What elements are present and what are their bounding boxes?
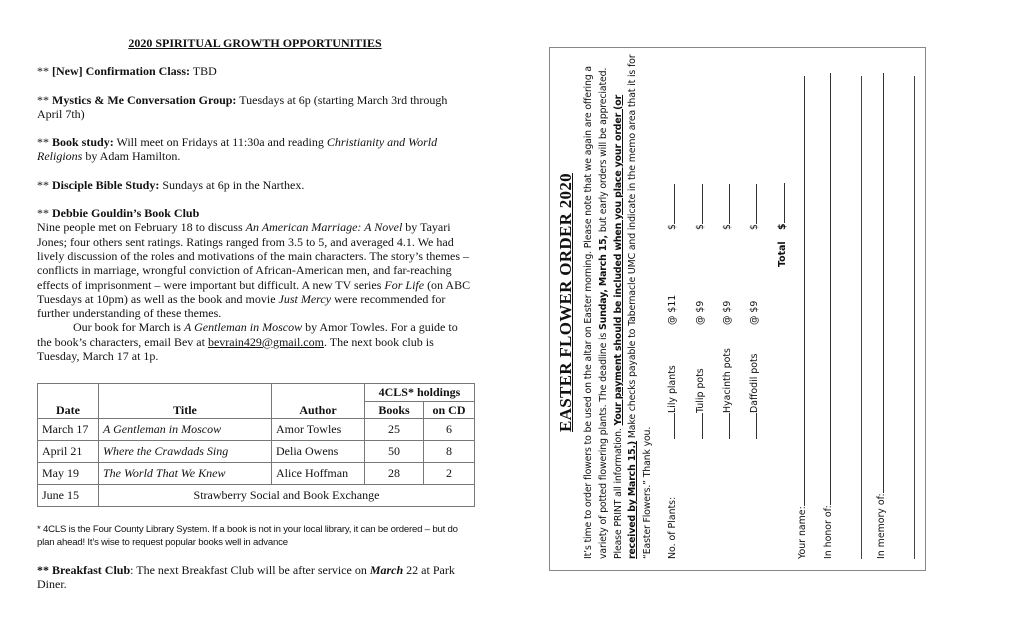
- item-text: by Adam Hamilton.: [82, 149, 181, 164]
- rotated-form-content: [550, 48, 926, 571]
- month-text: March: [369, 562, 404, 577]
- spiritual-growth-column: [37, 36, 473, 606]
- table-header-row: [38, 384, 475, 401]
- cell-date: June 15: [38, 484, 99, 506]
- bullet-prefix: **: [37, 64, 52, 79]
- lily-qty-field[interactable]: [673, 413, 675, 439]
- disciple-bible-item: [37, 178, 473, 192]
- item-label: Mystics & Me Conversation Group:: [52, 92, 237, 107]
- page-title: 2020 SPIRITUAL GROWTH OPPORTUNITIES: [128, 36, 382, 50]
- book-club-section: [37, 206, 473, 363]
- hyacinth-qty-field[interactable]: [728, 413, 730, 439]
- text: Nine people met on February 18 to discuss: [37, 220, 246, 235]
- table-row: [38, 418, 475, 440]
- bullet-prefix: **: [37, 206, 52, 221]
- lily-amount-field[interactable]: [673, 184, 675, 224]
- text: by Tayari Jones; four others sent ratings. Ratings ranged from 3.5 to 5, and averaged 4.1. We had lively discussion of the roles and motivations of the main characters. The story’s themes – conflicts in marriage, wrongful conviction of African-American men, and far-reaching effects of imprisonment – were important but difficult. A new TV series: [37, 220, 470, 292]
- text: Our book for March is: [73, 320, 184, 335]
- cell-date: April 21: [38, 440, 99, 462]
- your-name-label: Your name:: [797, 506, 808, 559]
- item-label: [New] Confirmation Class:: [52, 64, 190, 79]
- cell-title: The World That We Knew: [99, 462, 272, 484]
- item-text: TBD: [189, 64, 217, 79]
- in-memory-field[interactable]: [882, 73, 884, 493]
- deadline-text: Sunday, March 15,: [597, 235, 609, 330]
- hyacinth-amount-field[interactable]: [728, 184, 730, 224]
- dollar-sign: $: [695, 224, 706, 230]
- total-amount: [777, 183, 788, 230]
- item-text: : The next Breakfast Club will be after service on: [130, 562, 370, 577]
- tv-series-title: For Life: [384, 277, 425, 292]
- dollar-sign: $: [667, 224, 678, 230]
- cell-title: A Gentleman in Moscow: [99, 418, 272, 440]
- item-label: Breakfast Club: [52, 562, 131, 577]
- your-name-field[interactable]: [803, 76, 805, 506]
- payment-note: Your payment should be included when you place your order (or received by March 15.): [612, 94, 639, 559]
- cell-title: Where the Crawdads Sing: [99, 440, 272, 462]
- in-honor-row: [823, 73, 834, 559]
- daffodil-qty-field[interactable]: [755, 413, 757, 439]
- total-label: Total: [777, 241, 788, 267]
- in-honor-label: In honor of:: [823, 505, 834, 559]
- book-club-heading: [37, 206, 473, 220]
- text: . The next book club is Tuesday, March 17 at 1p.: [37, 334, 434, 364]
- text: but early orders will be appreciated. Please PRINT all information.: [597, 67, 624, 559]
- book-title: Christianity and World Religions: [37, 135, 438, 164]
- plant-name: Hyacinth pots: [722, 348, 733, 413]
- item-text: 22 at Park Diner.: [37, 562, 455, 592]
- bullet-prefix: **: [37, 562, 52, 577]
- lily-amount: [667, 184, 678, 230]
- bullet-prefix: **: [37, 135, 52, 150]
- cell-cd: 6: [424, 418, 475, 440]
- cell-books: 50: [365, 440, 424, 462]
- table-row: [38, 462, 475, 484]
- header-date: Date: [38, 384, 99, 419]
- form-instructions: [582, 54, 656, 559]
- cell-books: 28: [365, 462, 424, 484]
- book-schedule-table: [37, 383, 475, 507]
- plant-name: Tulip pots: [695, 368, 706, 413]
- cell-cd: 2: [424, 462, 475, 484]
- cell-date: May 19: [38, 462, 99, 484]
- item-text: Sundays at 6p in the Narthex.: [159, 177, 305, 192]
- plant-name: Daffodil pots: [749, 353, 760, 413]
- header-title: Title: [99, 384, 272, 419]
- header-cd: on CD: [424, 401, 475, 418]
- plant-row-tulip: [695, 368, 706, 439]
- lily-price: @ $11: [667, 294, 678, 325]
- book-study-item: [37, 135, 473, 164]
- daffodil-price: @ $9: [749, 300, 760, 325]
- book-title: An American Marriage: A Novel: [245, 220, 403, 235]
- in-honor-field-line-2[interactable]: [861, 76, 862, 559]
- your-name-row: [797, 76, 808, 559]
- book-club-paragraph-1: [37, 220, 473, 320]
- in-memory-field-line-2[interactable]: [914, 76, 915, 559]
- cell-author: Delia Owens: [272, 440, 365, 462]
- bullet-prefix: **: [37, 177, 52, 192]
- plant-row-lily: [667, 365, 678, 439]
- cell-author: Alice Hoffman: [272, 462, 365, 484]
- total-amount-field[interactable]: [783, 183, 785, 223]
- header-holdings: 4CLS* holdings: [365, 384, 475, 401]
- item-label: Book study:: [52, 135, 114, 150]
- text: (on ABC Tuesdays at 10pm) as well as the book and movie: [37, 277, 471, 306]
- hyacinth-amount: [722, 184, 733, 230]
- email-link[interactable]: bevrain429@gmail.com: [207, 334, 324, 349]
- daffodil-amount-field[interactable]: [755, 184, 757, 224]
- header-author: Author: [272, 384, 365, 419]
- in-memory-label: In memory of:: [876, 493, 887, 559]
- breakfast-club-item: [37, 563, 473, 592]
- item-text: Will meet on Fridays at 11:30a and reading: [113, 135, 327, 150]
- book-club-paragraph-2: [37, 320, 473, 363]
- daffodil-amount: [749, 184, 760, 230]
- item-label: Disciple Bible Study:: [52, 177, 160, 192]
- in-memory-row: [876, 73, 887, 559]
- table-row: [38, 484, 475, 506]
- cell-event: Strawberry Social and Book Exchange: [99, 484, 475, 506]
- tulip-qty-field[interactable]: [701, 413, 703, 439]
- form-title: EASTER FLOWER ORDER 2020: [556, 173, 575, 432]
- tulip-price: @ $9: [695, 300, 706, 325]
- tulip-amount: [695, 184, 706, 230]
- book-club-label: Debbie Gouldin’s Book Club: [52, 206, 200, 221]
- confirmation-class-item: [37, 64, 473, 78]
- dollar-sign: $: [749, 224, 760, 230]
- plant-row-daffodil: [749, 353, 760, 439]
- text: were recommended for further understanding of these themes.: [37, 291, 446, 321]
- book-title: Just Mercy: [278, 291, 332, 306]
- item-text: Tuesdays at 6p (starting March 3rd through April 7th): [37, 92, 448, 121]
- text: It’s time to order flowers to be used on the altar on Easter morning. Please note that we again are offering a variety of potted flowering plants. The deadline is: [583, 65, 609, 559]
- dollar-sign: $: [777, 223, 788, 230]
- dollar-sign: $: [722, 224, 733, 230]
- tulip-amount-field[interactable]: [701, 184, 703, 224]
- table-row: [38, 440, 475, 462]
- book-title: A Gentleman in Moscow: [183, 320, 303, 335]
- plant-name: Lily plants: [667, 365, 678, 413]
- library-footnote: * 4CLS is the Four County Library System. If a book is not in your local library, it can be ordered – but do plan ahead! It’s wise to request popular books well in advance: [37, 523, 458, 548]
- cell-cd: 8: [424, 440, 475, 462]
- text: Make checks payable to Tabernacle UMC and indicate in the memo area that it is for “Easter Flowers.” Thank you.: [627, 54, 654, 559]
- plant-row-hyacinth: [722, 348, 733, 439]
- header-books: Books: [365, 401, 424, 418]
- cell-date: March 17: [38, 418, 99, 440]
- easter-flower-order-form: [549, 47, 926, 571]
- cell-books: 25: [365, 418, 424, 440]
- hyacinth-price: @ $9: [722, 300, 733, 325]
- in-honor-field[interactable]: [829, 73, 831, 505]
- mystics-group-item: [37, 93, 473, 122]
- bullet-prefix: **: [37, 92, 52, 107]
- plants-label: No. of Plants:: [667, 496, 678, 559]
- text: by Amor Towles. For a guide to the book’s characters, email Bev at: [37, 320, 458, 349]
- cell-author: Amor Towles: [272, 418, 365, 440]
